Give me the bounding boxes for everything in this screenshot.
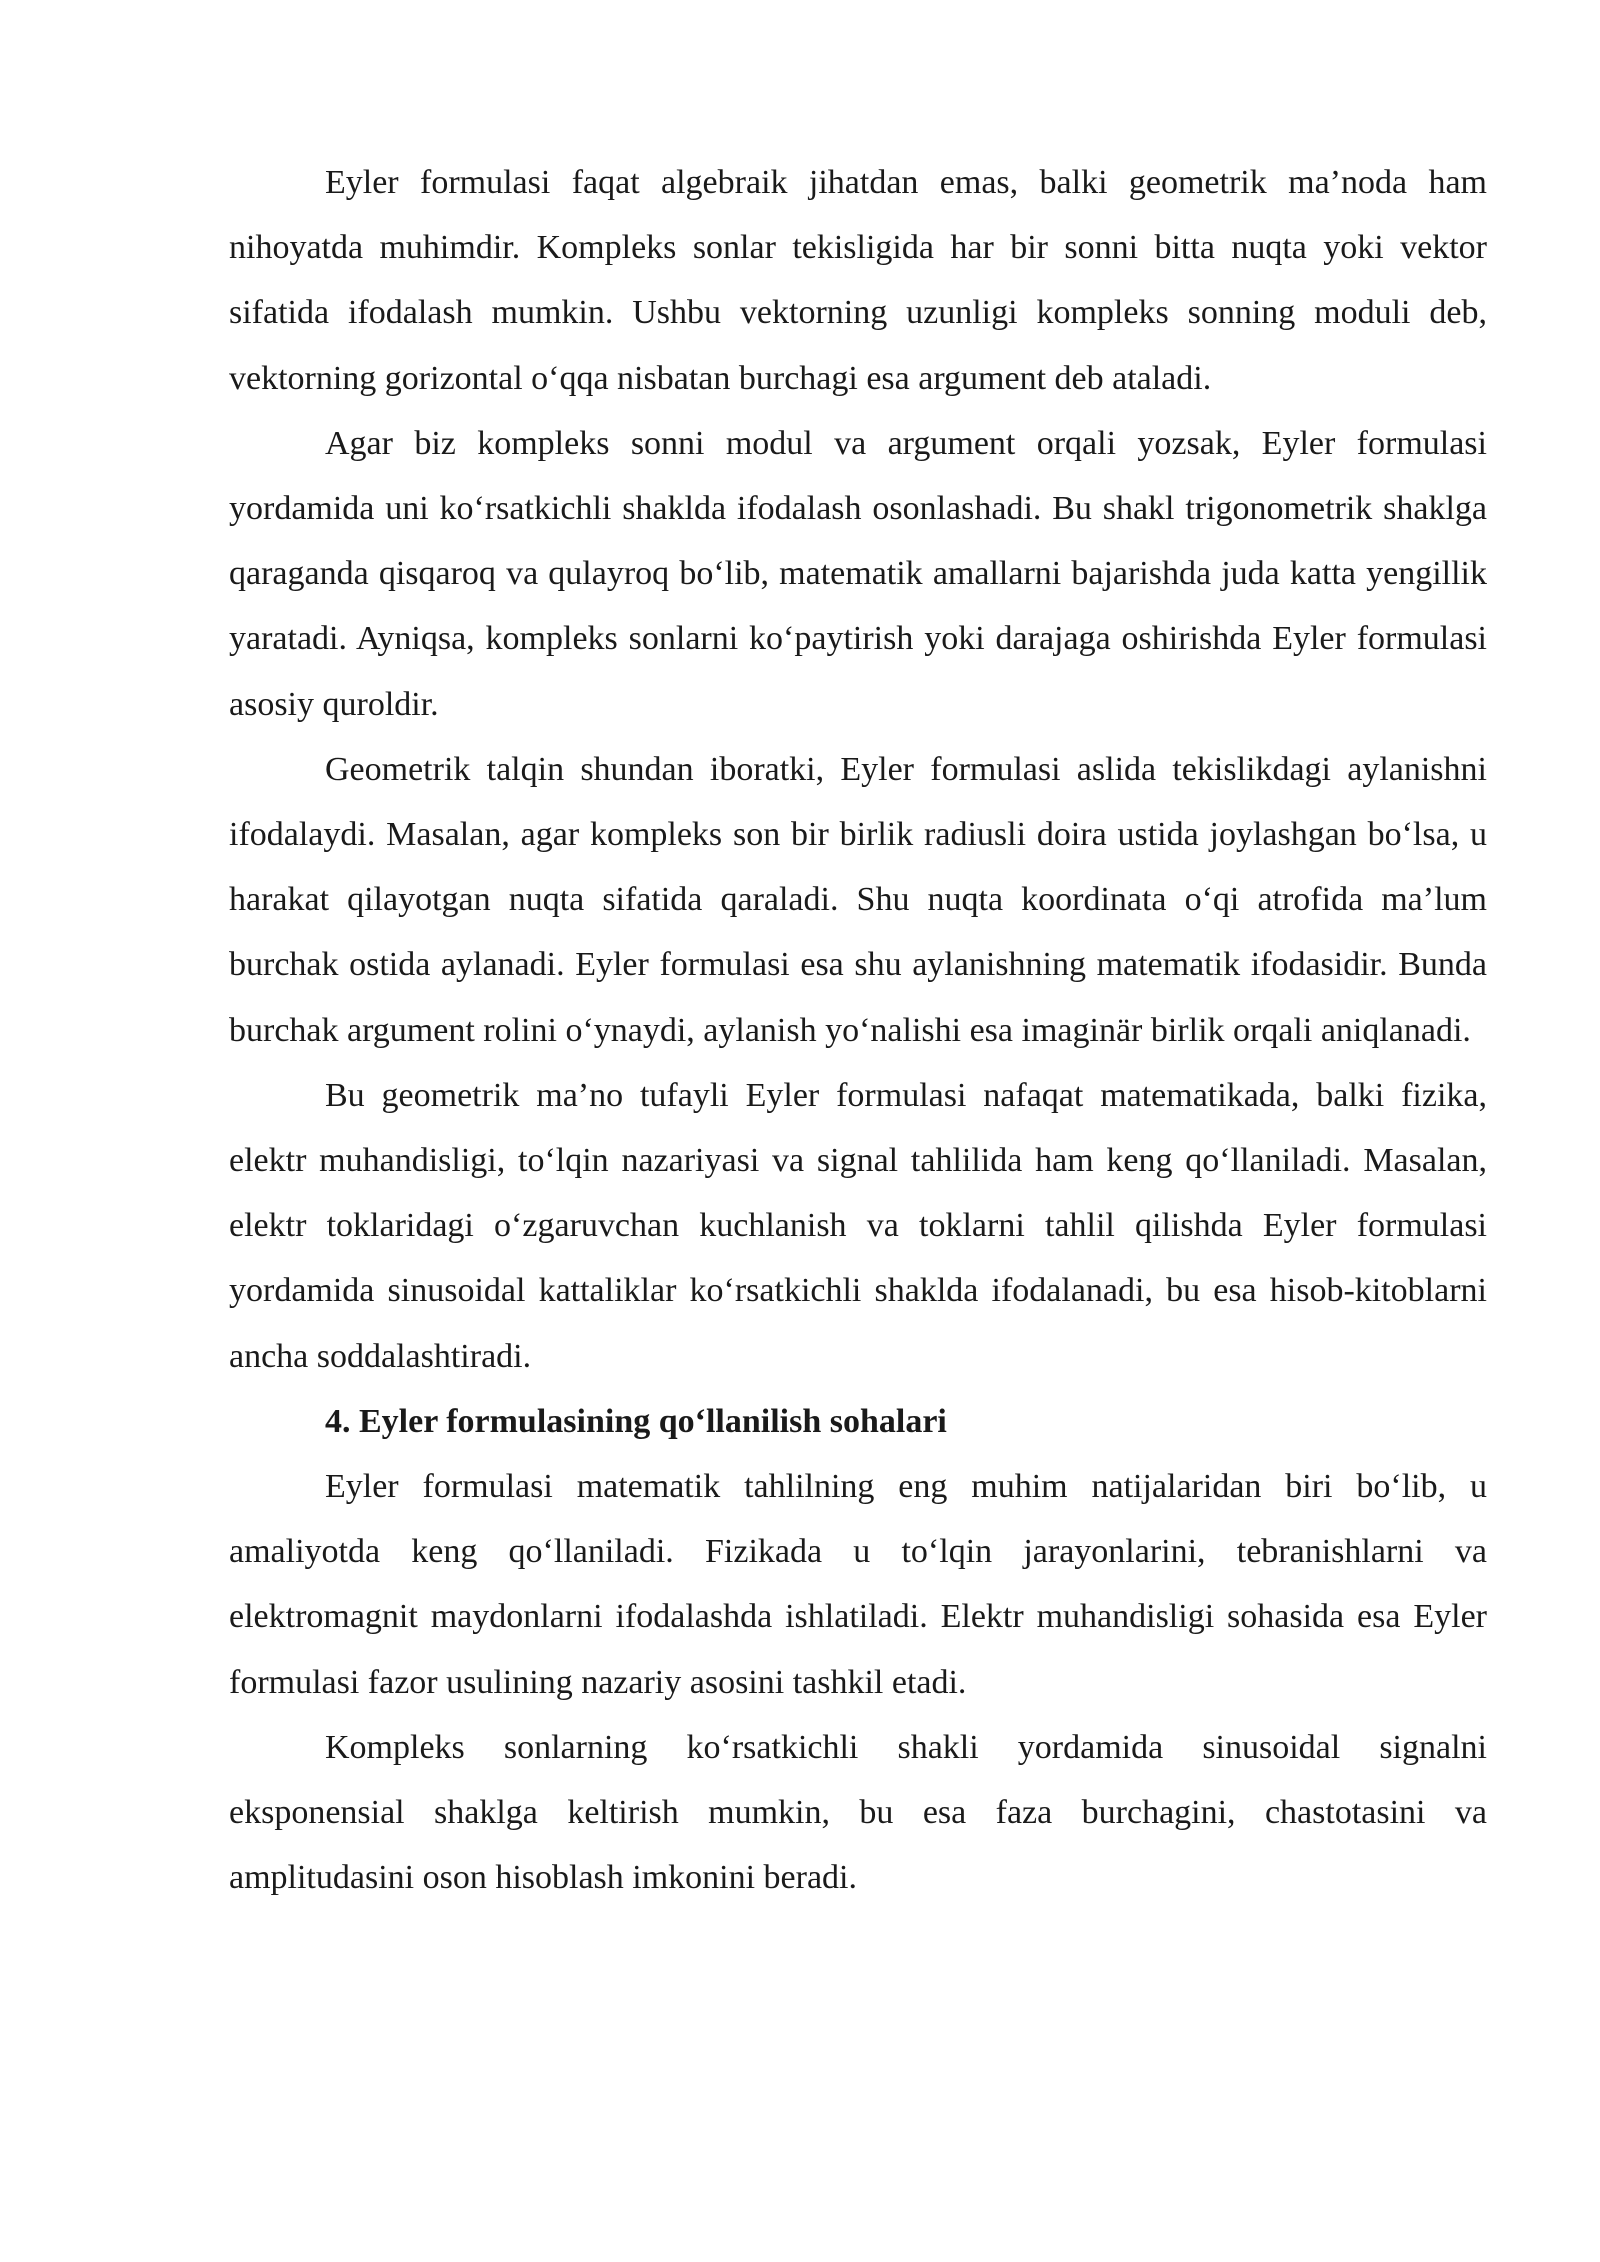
paragraph-geometric-interpretation: Geometrik talqin shundan iboratki, Eyler formulasi aslida tekislikdagi aylanishni ifodalaydi. Masalan, agar kompleks son bir birlik radiusli doira ustida joylashgan bo‘lsa, u harakat qilayotgan nuqta sifatida qaraladi. Shu nuqta koordinata o‘qi atrofida ma’lum burchak ostida aylanadi. Eyler formulasi esa shu aylanishning matematik ifodasidir. Bunda burchak argument rolini o‘ynaydi, aylanish yo‘nalishi esa imaginär birlik orqali aniqlanadi. (229, 750, 1487, 1049)
document-page (229, 150, 1487, 1910)
section-heading: 4. Eyler formulasining qo‘llanilish sohalari (325, 1402, 947, 1440)
paragraph-exponential-form: Agar biz kompleks sonni modul va argument orqali yozsak, Eyler formulasi yordamida uni ko‘rsatkichli shaklda ifodalash osonlashadi. Bu shakl trigonometrik shaklga qaraganda qisqaroq va qulayroq bo‘lib, matematik amallarni bajarishda juda katta yengillik yaratadi. Ayniqsa, kompleks sonlarni ko‘paytirish yoki darajaga oshirishda Eyler formulasi asosiy quroldir. (229, 424, 1487, 723)
paragraph-applications: Eyler formulasi matematik tahlilning eng muhim natijalaridan biri bo‘lib, u amaliyotda keng qo‘llaniladi. Fizikada u to‘lqin jarayonlarini, tebranishlarni va elektromagnit maydonlarni ifodalashda ishlatiladi. Elektr muhandisligi sohasida esa Eyler formulasi fazor usulining nazariy asosini tashkil etadi. (229, 1468, 1487, 1701)
paragraph-applications-intro: Bu geometrik ma’no tufayli Eyler formulasi nafaqat matematikada, balki fizika, elektr muhandisligi, to‘lqin nazariyasi va signal tahlilida ham keng qo‘llaniladi. Masalan, elektr toklaridagi o‘zgaruvchan kuchlanish va toklarni tahlil qilishda Eyler formulasi yordamida sinusoidal kattaliklar ko‘rsatkichli shaklda ifodalanadi, bu esa hisob-kitoblarni ancha soddalashtiradi. (229, 1076, 1487, 1375)
paragraph-geometric-meaning: Eyler formulasi faqat algebraik jihatdan emas, balki geometrik ma’noda ham nihoyatda muhimdir. Kompleks sonlar tekisligida har bir sonni bitta nuqta yoki vektor sifatida ifodalash mumkin. Ushbu vektorning uzunligi kompleks sonning moduli deb, vektorning gorizontal o‘qqa nisbatan burchagi esa argument deb ataladi. (229, 164, 1487, 397)
paragraph-exponential-signal: Kompleks sonlarning ko‘rsatkichli shakli yordamida sinusoidal signalni eksponensial shaklga keltirish mumkin, bu esa faza burchagini, chastotasini va amplitudasini oson hisoblash imkonini beradi. (229, 1728, 1487, 1897)
